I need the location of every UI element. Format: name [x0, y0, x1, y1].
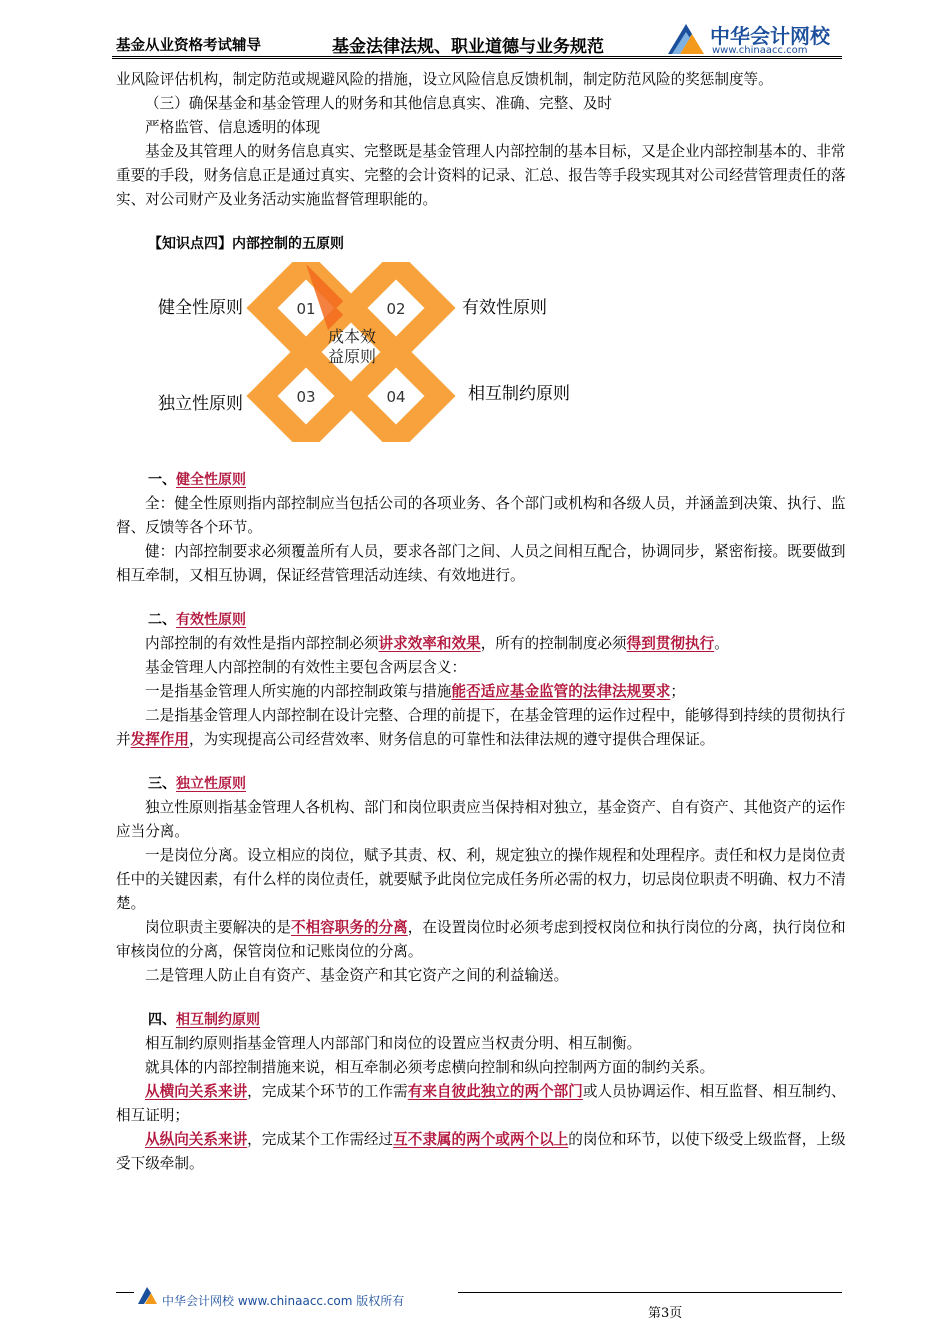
section-3-para-1: 独立性原则指基金管理人各机构、部门和岗位职责应当保持相对独立，基金资产、自有资产、其他资产的运作应当分离。 [116, 799, 846, 840]
section-3-para-4: 二是管理人防止自有资产、基金资产和其它资产之间的利益输送。 [145, 967, 569, 984]
center-label-line2: 益原则 [327, 347, 377, 366]
section-4-heading [148, 1008, 848, 1032]
section-3-title: 独立性原则 [176, 776, 246, 792]
section-3-para-3 [116, 916, 848, 964]
section-1-para-1: 全：健全性原则指内部控制应当包括公司的各项业务、各个部门或机构和各级人员，并涵盖到决策、执行、监督、反馈等各个环节。 [116, 495, 846, 536]
highlight-incompatible: 不相容职务的分离 [290, 919, 408, 936]
text-run: 。 [714, 635, 729, 652]
spacer [116, 988, 848, 1008]
spacer [116, 212, 848, 232]
section-4-para-4 [116, 1128, 848, 1176]
section-2-heading [148, 608, 848, 632]
spacer [116, 588, 848, 608]
header-logo-text: 中华会计网校 [710, 24, 830, 48]
section-3-para-2: 一是岗位分离。设立相应的岗位，赋予其责、权、利，规定独立的操作规程和处理程序。责任和权力是岗位责任中的关键因素，有什么样的岗位责任，就要赋予此岗位完成任务所必需的权力，切忌岗位职责不明确、权力不清楚。 [116, 847, 846, 912]
ring-number-03: 03 [296, 388, 316, 406]
section-2-title: 有效性原则 [176, 612, 246, 628]
text-run: ，完成某个工作需经过 [247, 1131, 394, 1148]
section-4-para-2: 就具体的内部控制措施来说，相互牵制必须考虑横向控制和纵向控制两方面的制约关系。 [145, 1059, 715, 1076]
footer-logo-icon [136, 1284, 158, 1306]
text-run: 一是指基金管理人所实施的内部控制政策与措施 [145, 683, 452, 700]
section-2-para-2: 基金管理人内部控制的有效性主要包含两层含义： [145, 659, 467, 676]
intro-para-1: （三）确保基金和基金管理人的财务和其他信息真实、准确、完整、及时 [145, 95, 613, 112]
section-4-para-3 [116, 1080, 848, 1128]
section-4-title: 相互制约原则 [176, 1012, 260, 1028]
text-run: ，所有的控制制度必须 [480, 635, 627, 652]
label-independence: 独立性原则 [158, 394, 243, 414]
page-header [112, 18, 842, 58]
text-run: 岗位职责主要解决的是 [145, 919, 291, 936]
intro-para-3: 基金及其管理人的财务信息真实、完整既是基金管理人内部控制的基本目标，又是企业内部控制基本的、非常重要的手段，财务信息正是通过真实、完整的会计资料的记录、汇总、报告等手段实现其对公司经营管理责任的落实、对公司财产及业务活动实施监督管理职能的。 [116, 143, 846, 208]
highlight-regulation: 能否适应基金监管的法律法规要求 [451, 683, 671, 700]
section-2-para-3 [116, 680, 848, 704]
header-logo-url: www.chinaacc.com [712, 45, 808, 56]
page-footer [112, 1284, 842, 1324]
text-run: 的岗位和环节，以使下级受上级监督，上级受下级牵制。 [116, 1131, 846, 1172]
ring-number-01: 01 [296, 300, 316, 318]
header-left-title: 基金从业资格考试辅导 [116, 38, 261, 54]
text-run: ，完成某个环节的工作需 [247, 1083, 408, 1100]
label-effectiveness: 有效性原则 [462, 298, 547, 318]
ring-number-04: 04 [386, 388, 406, 406]
highlight-horizontal: 从横向关系来讲 [145, 1083, 248, 1100]
section-4-para-1: 相互制约原则指基金管理人内部部门和岗位的设置应当权责分明、相互制衡。 [145, 1035, 642, 1052]
section-1-title: 健全性原则 [176, 472, 246, 488]
section-1-heading [148, 468, 848, 492]
logo-icon [662, 18, 708, 58]
section-2-para-1 [116, 632, 848, 656]
section-1-para-2: 健：内部控制要求必须覆盖所有人员，要求各部门之间、人员之间相互配合，协调同步，紧密衔接。既要做到相互牵制，又相互协调，保证经营管理活动连续、有效地进行。 [116, 543, 846, 584]
header-center-title: 基金法律法规、职业道德与业务规范 [332, 37, 604, 57]
intro-para-0: 业风险评估机构，制定防范或规避风险的措施，设立风险信息反馈机制，制定防范风险的奖惩制度等。 [116, 71, 773, 88]
knowledge-title: 【知识点四】内部控制的五原则 [148, 236, 344, 252]
section-2-num: 二、 [148, 612, 176, 628]
footer-rule-left [116, 1292, 134, 1293]
page-number: 第3页 [648, 1306, 683, 1321]
header-rule [112, 56, 842, 59]
highlight-independent-posts: 互不隶属的两个或两个以上 [393, 1131, 569, 1148]
footer-rule-right [458, 1292, 842, 1293]
section-4-num: 四、 [148, 1012, 176, 1028]
spacer [116, 752, 848, 772]
text-run: ； [670, 683, 686, 700]
section-1-num: 一、 [148, 472, 176, 488]
center-label-line1: 成本效 [327, 327, 377, 346]
ring-number-02: 02 [386, 300, 406, 318]
highlight-two-departments: 有来自彼此独立的两个部门 [407, 1083, 583, 1100]
header-logo [660, 18, 850, 58]
text-run: 内部控制的有效性是指内部控制必须 [145, 635, 379, 652]
section-2-para-4 [116, 704, 848, 752]
label-mutual-restraint: 相互制约原则 [468, 384, 570, 404]
text-run: ，在设置岗位时必须考虑到授权岗位和执行岗位的分离，执行岗位和审核岗位的分离，保管岗位和记账岗位的分离。 [116, 919, 846, 960]
principles-diagram [116, 262, 848, 442]
section-3-num: 三、 [148, 776, 176, 792]
page-content [116, 68, 848, 1176]
intro-para-2: 严格监管、信息透明的体现 [145, 119, 321, 136]
text-run: 二是指基金管理人内部控制在设计完整、合理的前提下，在基金管理的运作过程中，能够得到持续的贯彻执行并 [116, 707, 846, 748]
highlight-implemented: 得到贯彻执行 [626, 635, 715, 652]
text-run: 或人员协调运作、相互监督、相互制约、相互证明； [116, 1083, 846, 1124]
section-3-heading [148, 772, 848, 796]
label-completeness: 健全性原则 [158, 298, 243, 318]
highlight-vertical: 从纵向关系来讲 [145, 1131, 248, 1148]
footer-copyright: 中华会计网校 www.chinaacc.com 版权所有 [162, 1294, 405, 1308]
highlight-effect: 发挥作用 [130, 731, 189, 748]
highlight-efficiency: 讲求效率和效果 [378, 635, 481, 652]
spacer [116, 442, 848, 468]
text-run: ，为实现提高公司经营效率、财务信息的可靠性和法律法规的遵守提供合理保证。 [189, 731, 715, 748]
